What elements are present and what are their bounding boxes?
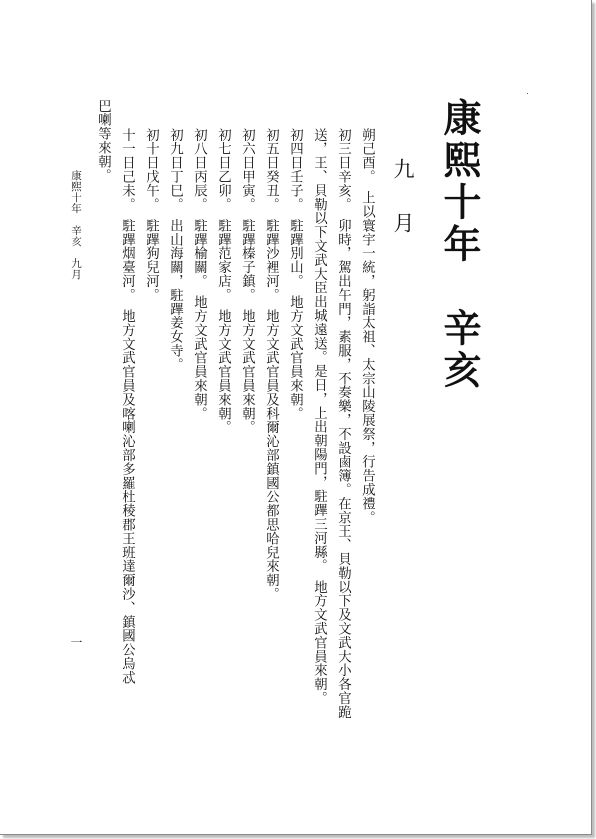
entry-line: 初六日甲寅。 駐蹕榛子鎮。 地方文武官員來朝。 [239,128,255,435]
entry-line: 十一日己未。 駐蹕烟臺河。 地方文武官員及喀喇沁部多羅杜稜郡王班達爾沙、鎮國公烏忒 [119,128,135,685]
entry-line: 巴喇等來朝。 [95,99,111,183]
entry-line: 初三日辛亥。 卯時，駕出午門，素服，不奏樂，不設鹵簿。在京王、貝勒以下及文武大小各官跪 [335,128,351,719]
entry-line: 初七日乙卯。 駐蹕范家店。 地方文武官員來朝。 [215,128,231,435]
entry-line: 初九日丁巳。 出山海關，駐蹕姜女寺。 [167,128,183,372]
entry-line: 初四日壬子。 駐蹕別山。 地方文武官員來朝。 [287,128,303,421]
entry-line: 初八日丙辰。 駐蹕榆關。 地方文武官員來朝。 [191,128,207,421]
entry-line: 送，王、貝勒以下文武大臣出城遠送。是日，上出朝陽門，駐蹕三河縣。 地方文武官員來朝。 [311,128,327,706]
entry-line: 朔己酉。 上以寰宇一統，躬詣太祖、太宗山陵展祭，行告成禮。 [359,128,375,525]
page-number: 一 [69,636,83,648]
page-title: 康熙十年 辛亥 [437,98,482,392]
entry-line: 初五日癸丑。 駐蹕沙裡河。 地方文武官員及科爾沁部鎮國公都思哈兒來朝。 [263,128,279,602]
section-month: 九 月 [391,158,415,239]
speck-mark [527,93,528,94]
entry-line: 初十日戊午。 駐蹕狗兒河。 [143,128,159,302]
running-head: 康熙十年 辛亥 九月 [70,170,82,280]
